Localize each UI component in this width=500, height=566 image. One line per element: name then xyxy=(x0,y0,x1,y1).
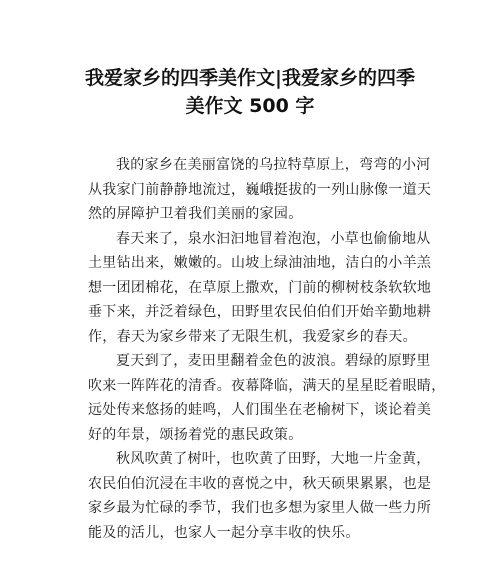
document-title xyxy=(40,64,460,120)
text-line: 春天来了，泉水汩汩地冒着泡泡，小草也偷偷地从 xyxy=(116,230,431,247)
paragraph-summer xyxy=(88,349,446,447)
title-line: 我爱家乡的四季美作文|我爱家乡的四季 xyxy=(85,67,415,89)
text-line: 能及的活儿，也家人一起分享丰收的快乐。 xyxy=(88,524,360,541)
text-line: 垂下来，并泛着绿色，田野里农民伯伯们开始辛勤地耕 xyxy=(88,304,432,320)
paragraph-spring xyxy=(88,227,432,350)
text-line: 然的屏障护卫着我们美丽的家园。 xyxy=(88,206,303,222)
text-line: 土里钻出来，嫩嫩的。山坡上绿油油地，洁白的小羊羔 xyxy=(88,255,432,271)
text-line: 农民伯伯沉浸在丰收的喜悦之中，秋天硕果累累，也是 xyxy=(88,475,432,492)
title-line: 美作文 500 字 xyxy=(185,95,315,117)
paragraph-intro xyxy=(88,153,432,227)
text-line: 远处传来悠扬的蛙鸣，人们围坐在老榆树下，谈论着美 xyxy=(88,402,432,418)
text-line: 夏天到了，麦田里翻着金色的波浪。碧绿的原野里 xyxy=(116,353,431,369)
text-line: 吹来一阵阵花的清香。夜幕降临，满天的星星眨着眼睛， xyxy=(88,377,446,394)
text-line: 好的年景，颂扬着党的惠民政策。 xyxy=(88,426,303,443)
text-line: 家乡最为忙碌的季节，我们也多想为家里人做一些力所 xyxy=(88,500,432,516)
document-body xyxy=(88,153,446,545)
text-line: 秋风吹黄了树叶，也吹黄了田野，大地一片金黄， xyxy=(116,451,431,467)
text-line: 从我家门前静静地流过，巍峨挺拔的一列山脉像一道天 xyxy=(88,181,432,198)
text-line: 作，春天为家乡带来了无限生机，我爱家乡的春天。 xyxy=(88,328,417,345)
paragraph-autumn xyxy=(88,447,432,545)
text-line: 想一团团棉花，在草原上撒欢，门前的柳树枝条软软地 xyxy=(88,279,432,296)
text-line: 我的家乡在美丽富饶的乌拉特草原上，弯弯的小河 xyxy=(116,157,431,173)
